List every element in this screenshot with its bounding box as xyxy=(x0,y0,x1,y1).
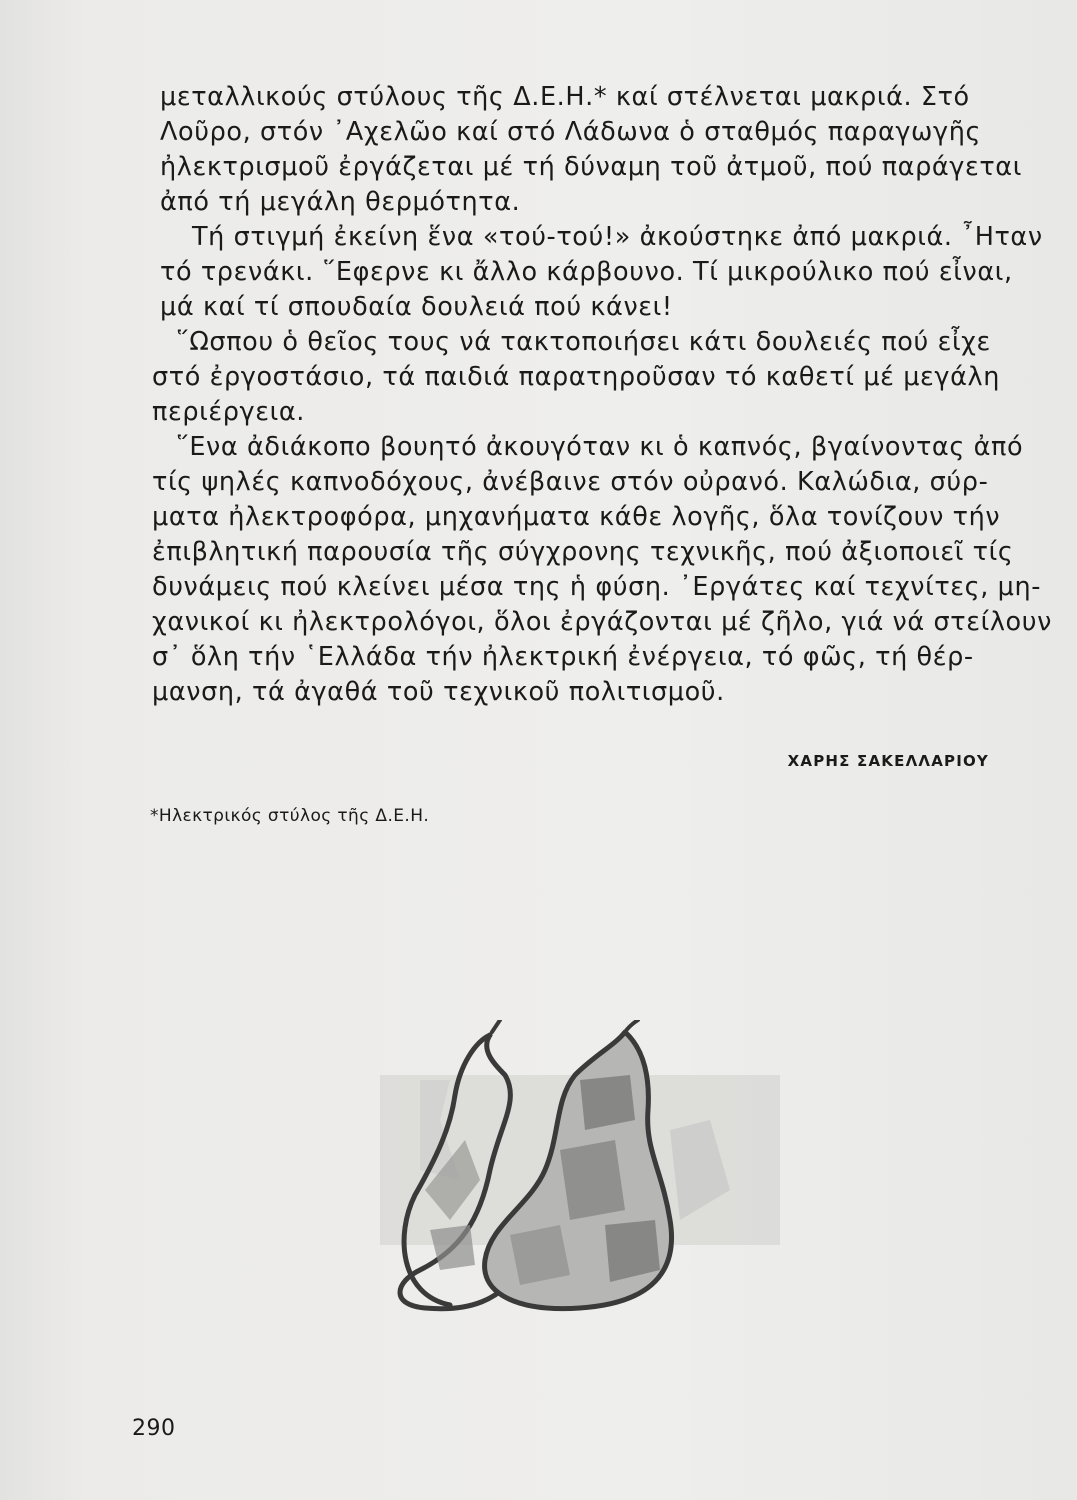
text-line: ἠλεκτρισμοῦ ἐργάζεται μέ τή δύναμη τοῦ ἀτμοῦ, πού παράγεται xyxy=(160,152,1022,182)
text-line: τίς ψηλές καπνοδόχους, ἀνέβαινε στόν οὐρανό. Καλώδια, σύρ- xyxy=(152,467,989,497)
two-pears-drawing-icon xyxy=(380,1020,780,1320)
page-number: 290 xyxy=(132,1416,176,1441)
text-line: στό ἐργοστάσιο, τά παιδιά παρατηροῦσαν τό καθετί μέ μεγάλη xyxy=(152,362,1000,392)
text-line: μά καί τί σπουδαία δουλειά πού κάνει! xyxy=(160,292,673,322)
text-line: Τή στιγμή ἐκείνη ἕνα «τού-τού!» ἀκούστηκε ἀπό μακριά. ῏Ηταν xyxy=(192,222,1043,252)
footnote: *Ηλεκτρικός στύλος τῆς Δ.Ε.Η. xyxy=(150,806,430,826)
author-name: ΧΑΡΗΣ ΣΑΚΕΛΛΑΡΙΟΥ xyxy=(787,752,989,770)
text-line: ματα ἠλεκτροφόρα, μηχανήματα κάθε λογῆς, ὅλα τονίζουν τήν xyxy=(152,502,1001,532)
text-line: χανικοί κι ἠλεκτρολόγοι, ὅλοι ἐργάζονται μέ ζῆλο, γιά νά στείλουν xyxy=(152,607,1052,637)
text-line: μεταλλικούς στύλους τῆς Δ.Ε.Η.* καί στέλνεται μακριά. Στό xyxy=(160,82,970,112)
text-line: σ᾿ ὅλη τήν ῾Ελλάδα τήν ἠλεκτρική ἐνέργεια, τό φῶς, τή θέρ- xyxy=(152,642,974,672)
text-line: τό τρενάκι. ῞Εφερνε κι ἄλλο κάρβουνο. Τί μικρούλικο πού εἶναι, xyxy=(160,257,1013,287)
text-line: ἀπό τή μεγάλη θερμότητα. xyxy=(160,187,521,217)
text-line: Λοῦρο, στόν ᾿Αχελῶο καί στό Λάδωνα ὁ σταθμός παραγωγῆς xyxy=(160,117,982,147)
body-text xyxy=(152,80,1052,710)
text-line: περιέργεια. xyxy=(152,397,305,427)
text-line: δυνάμεις πού κλείνει μέσα της ἡ φύση. ᾿Εργάτες καί τεχνίτες, μη- xyxy=(152,572,1042,602)
text-line: μανση, τά ἀγαθά τοῦ τεχνικοῦ πολιτισμοῦ. xyxy=(152,677,725,707)
text-line: ῞Ωσπου ὁ θεῖος τους νά τακτοποιήσει κάτι δουλειές πού εἶχε xyxy=(176,327,991,357)
text-line: ῞Ενα ἀδιάκοπο βουητό ἀκουγόταν κι ὁ καπνός, βγαίνοντας ἀπό xyxy=(176,432,1024,462)
text-line: ἐπιβλητική παρουσία τῆς σύγχρονης τεχνικῆς, πού ἀξιοποιεῖ τίς xyxy=(152,537,1014,567)
